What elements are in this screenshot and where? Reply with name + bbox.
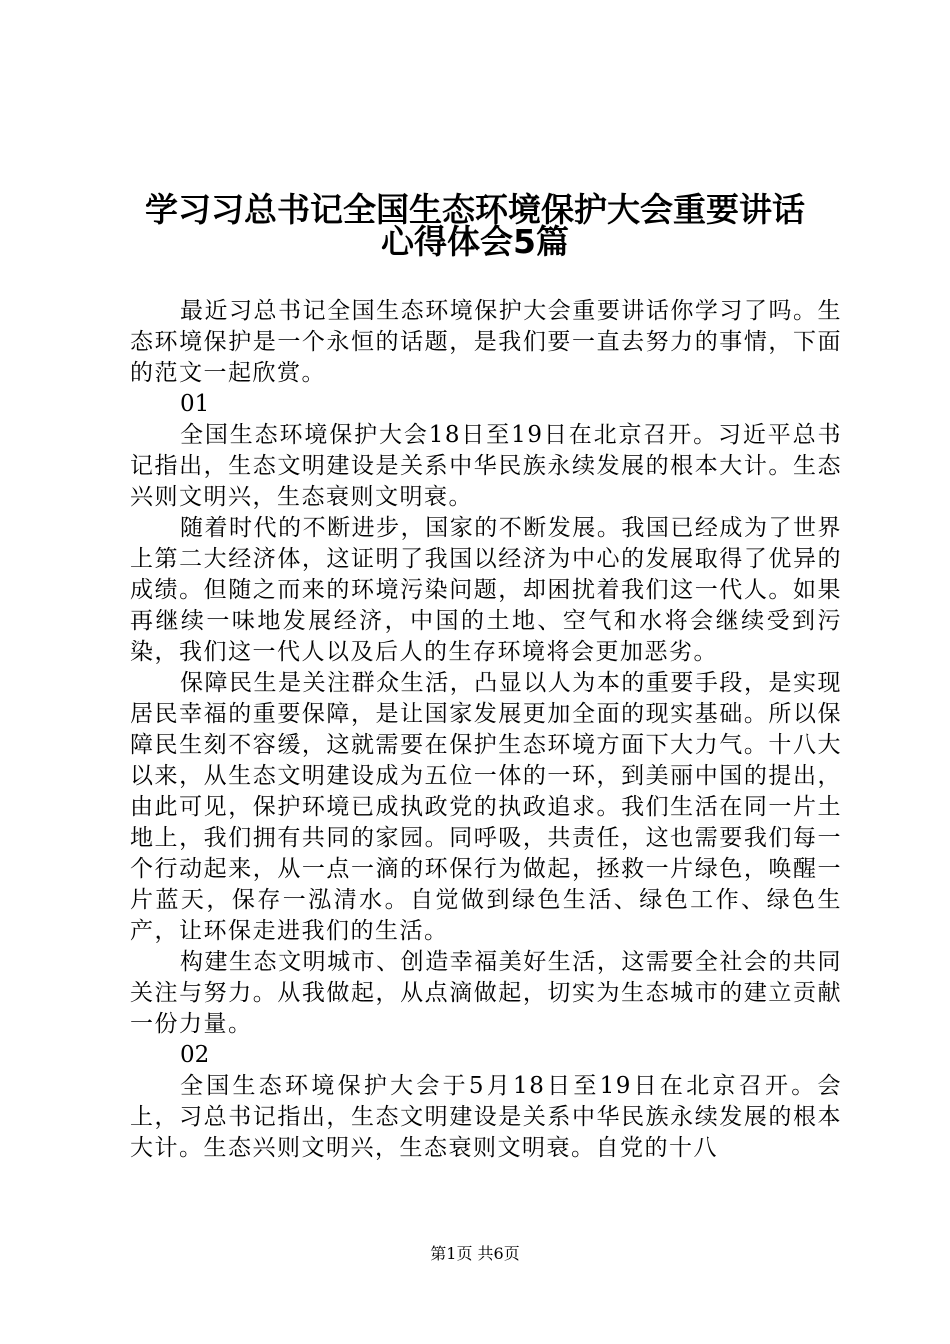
body-paragraph: 构建生态文明城市、创造幸福美好生活，这需要全社会的共同关注与努力。从我做起，从点滴做起，切实为生态城市的建立贡献一份力量。 [130, 949, 842, 1037]
body-paragraph: 随着时代的不断进步，国家的不断发展。我国已经成为了世界上第二大经济体，这证明了我国以经济为中心的发展取得了优异的成绩。但随之而来的环境污染问题，却困扰着我们这一代人。如果再继续一味地发展经济，中国的土地、空气和水将会继续受到污染，我们这一代人以及后人的生存环境将会更加恶劣。 [130, 515, 842, 665]
body-paragraph: 全国生态环境保护大会于5月18日至19日在北京召开。会上，习总书记指出，生态文明建设是关系中华民族永续发展的根本大计。生态兴则文明兴，生态衰则文明衰。自党的十八 [130, 1073, 842, 1161]
section-number-02: 02 [180, 1042, 210, 1068]
body-paragraph: 全国生态环境保护大会18日至19日在北京召开。习近平总书记指出，生态文明建设是关系中华民族永续发展的根本大计。生态兴则文明兴，生态衰则文明衰。 [130, 422, 842, 510]
body-paragraph: 保障民生是关注群众生活，凸显以人为本的重要手段，是实现居民幸福的重要保障，是让国家发展更加全面的现实基础。所以保障民生刻不容缓，这就需要在保护生态环境方面下大力气。十八大以来，从生态文明建设成为五位一体的一环，到美丽中国的提出，由此可见，保护环境已成执政党的执政追求。我们生活在同一片土地上，我们拥有共同的家园。同呼吸，共责任，这也需要我们每一个行动起来，从一点一滴的环保行为做起，拯救一片绿色，唤醒一片蓝天，保存一泓清水。自觉做到绿色生活、绿色工作、绿色生产，让环保走进我们的生活。 [130, 670, 842, 944]
page-footer: 第1页 共6页 [430, 1244, 520, 1263]
document-title-line-1: 学习习总书记全国生态环境保护大会重要讲话 [145, 190, 805, 229]
document-title-line-2: 心得体会5篇 [381, 222, 569, 261]
intro-paragraph: 最近习总书记全国生态环境保护大会重要讲话你学习了吗。生态环境保护是一个永恒的话题，是我们要一直去努力的事情，下面的范文一起欣赏。 [130, 298, 842, 386]
document-body [130, 296, 842, 1164]
section-number-01: 01 [180, 391, 210, 417]
